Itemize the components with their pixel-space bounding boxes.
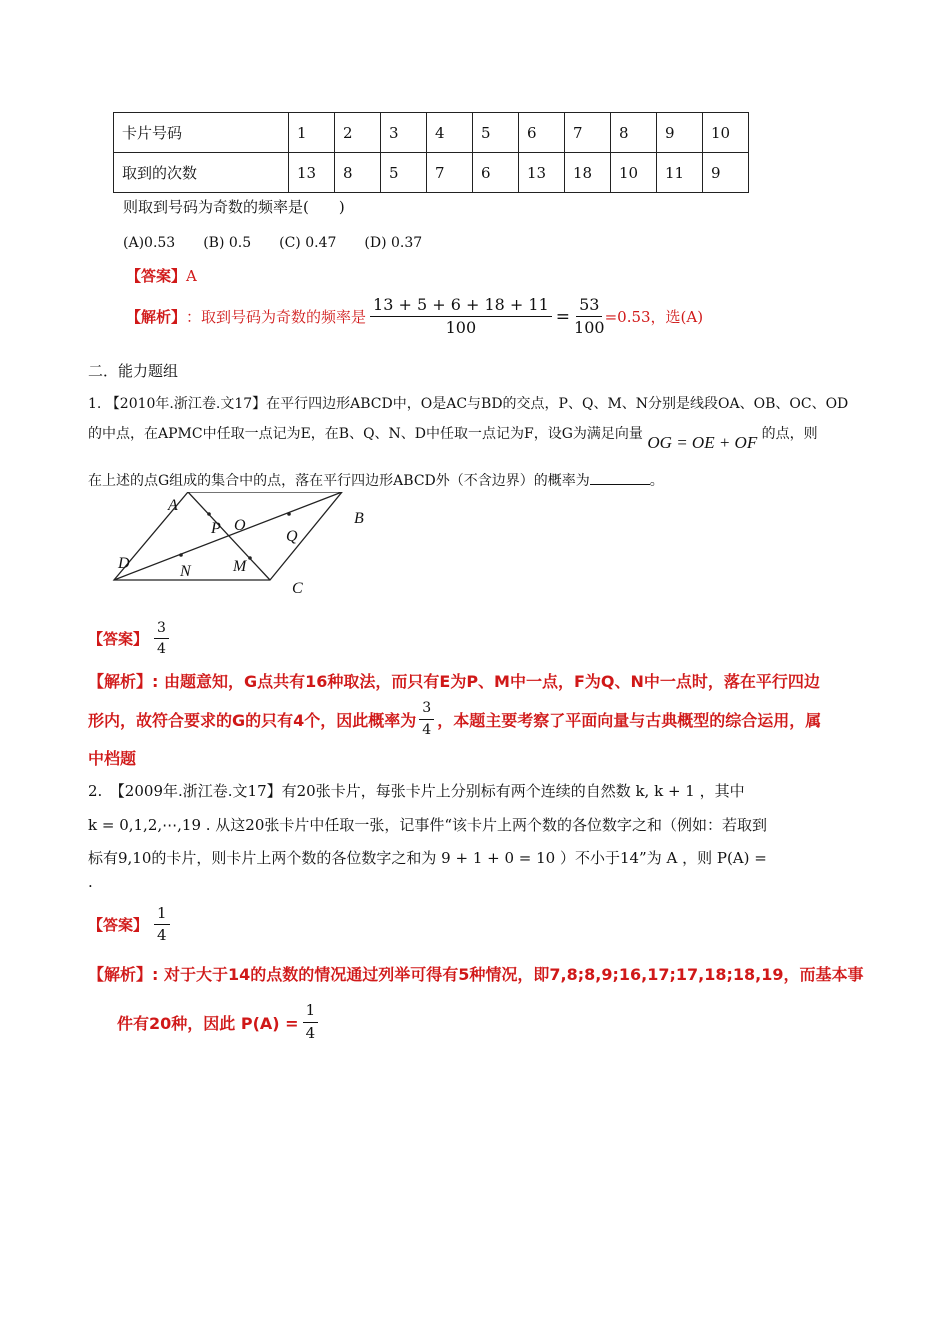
table-cell: 11 xyxy=(657,153,703,193)
table-cell: 7 xyxy=(427,153,473,193)
diagonal-bd xyxy=(114,492,342,580)
label-d: D xyxy=(118,555,130,572)
label-q: Q xyxy=(286,528,298,545)
table-cell: 18 xyxy=(565,153,611,193)
table-cell: 9 xyxy=(703,153,749,193)
question-text: 则取到号码为奇数的频率是( ) xyxy=(123,198,345,216)
table-cell: 9 xyxy=(657,113,703,153)
fraction-denominator: 100 xyxy=(574,318,605,338)
fraction-numerator: 1 xyxy=(154,905,170,925)
fraction-numerator: 1 xyxy=(303,1002,319,1022)
table-cell: 10 xyxy=(611,153,657,193)
fraction-denominator: 4 xyxy=(157,641,166,658)
table-cell: 10 xyxy=(703,113,749,153)
label-b: B xyxy=(354,510,364,527)
answer-block xyxy=(88,905,170,945)
fraction-denominator: 4 xyxy=(157,926,167,945)
card-frequency-table xyxy=(113,112,749,193)
table-cell: 6 xyxy=(473,153,519,193)
table-cell: 5 xyxy=(381,153,427,193)
answer-block xyxy=(126,265,197,286)
answer-label: 【答案】 xyxy=(88,630,149,649)
answer-value: A xyxy=(186,267,197,285)
analysis-text: 件有20种，因此 P(A) = xyxy=(117,1013,299,1033)
table-cell: 13 xyxy=(519,153,565,193)
label-n: N xyxy=(180,563,191,580)
answer-fraction xyxy=(154,905,170,945)
table-cell: 5 xyxy=(473,113,519,153)
table-cell: 4 xyxy=(427,113,473,153)
parallelogram-figure xyxy=(108,492,373,602)
probability-fraction xyxy=(419,700,434,737)
vector-equation: OG = OE + OF xyxy=(647,433,758,452)
table-cell: 8 xyxy=(335,153,381,193)
question-line xyxy=(88,423,818,452)
analysis-label: 【解析】 xyxy=(88,965,153,984)
fraction-numerator: 3 xyxy=(154,620,169,639)
answer-label: 【答案】 xyxy=(88,916,149,935)
answer-fraction xyxy=(154,620,169,657)
table-cell: 8 xyxy=(611,113,657,153)
question-line: k = 0,1,2,⋯,19 . 从这20张卡片中任取一张，记事件“该卡片上两个数的各位数字之和（例如：若取到 xyxy=(88,816,768,834)
fraction xyxy=(370,296,552,338)
table-cell: 6 xyxy=(519,113,565,153)
analysis-line: 中档题 xyxy=(88,749,137,768)
table-header-cell: 取到的次数 xyxy=(114,153,289,193)
question-text: 。 xyxy=(649,473,664,489)
table-row xyxy=(114,153,749,193)
table-row xyxy=(114,113,749,153)
label-p: P xyxy=(211,520,221,537)
analysis-text: : 对于大于14的点数的情况通过列举可得有5种情况，即7,8;8,9;16,17;17,18;18,19，而基本事 xyxy=(152,965,864,984)
analysis-tail: =0.53，选(A) xyxy=(604,308,704,327)
question-text: 的中点，在APMC中任取一点记为E，在B、Q、N、D中任取一点记为F，设G为满足向量 xyxy=(88,426,643,442)
fraction-numerator: 13 + 5 + 6 + 18 + 11 xyxy=(370,296,552,317)
analysis-label: 【解析】 xyxy=(88,672,153,691)
analysis-text: ，本题主要考察了平面向量与古典概型的综合运用，属 xyxy=(437,710,822,730)
table-cell: 13 xyxy=(289,153,335,193)
equals-sign: = xyxy=(555,306,571,327)
fraction xyxy=(574,296,605,338)
analysis-line xyxy=(117,998,318,1046)
table-header-cell: 卡片号码 xyxy=(114,113,289,153)
answer-blank xyxy=(590,470,650,485)
fraction-denominator: 4 xyxy=(422,721,432,738)
analysis-line xyxy=(88,696,821,742)
label-c: C xyxy=(292,580,303,597)
analysis-line xyxy=(88,669,820,692)
question-text: 在上述的点G组成的集合中的点，落在平行四边形ABCD外（不含边界）的概率为 xyxy=(88,473,590,489)
question-line xyxy=(88,470,664,490)
analysis-text: : 由题意知，G点共有16种取法，而只有E为P、M中一点，F为Q、N中一点时，落在平行四边 xyxy=(152,672,820,691)
answer-label: 【答案】 xyxy=(126,267,187,285)
question-line: 1. 【2010年.浙江卷.文17】在平行四边形ABCD中，O是AC与BD的交点，P、Q、M、N分别是线段OA、OB、OC、OD xyxy=(88,396,849,412)
analysis-block xyxy=(126,296,703,338)
point-m xyxy=(248,556,252,560)
question-line: 标有9,10的卡片，则卡片上两个数的各位数字之和为 9 + 1 + 0 = 10 ）不小于14”为 A ，则 P(A) = xyxy=(88,849,767,867)
point-q xyxy=(287,512,291,516)
answer-options: (A)0.53 (B) 0.5 (C) 0.47 (D) 0.37 xyxy=(123,235,423,251)
label-o: O xyxy=(234,517,246,534)
probability-fraction xyxy=(303,1002,319,1042)
question-text: 的点，则 xyxy=(761,426,818,442)
label-m: M xyxy=(233,558,247,575)
fraction-numerator: 53 xyxy=(576,296,602,317)
analysis-text: ：取到号码为奇数的频率是 xyxy=(186,308,367,327)
table-cell: 1 xyxy=(289,113,335,153)
analysis-line xyxy=(88,962,864,985)
table-cell: 3 xyxy=(381,113,427,153)
question-line: 2. 【2009年.浙江卷.文17】有20张卡片，每张卡片上分别标有两个连续的自然数 k, k + 1 ，其中 xyxy=(88,782,745,800)
fraction-numerator: 3 xyxy=(419,700,434,719)
section-title: 二．能力题组 xyxy=(88,362,179,380)
answer-block xyxy=(88,620,169,657)
fraction-denominator: 100 xyxy=(445,318,477,338)
table-cell: 7 xyxy=(565,113,611,153)
analysis-text: 形内，故符合要求的G的只有4个，因此概率为 xyxy=(88,710,417,730)
analysis-label: 【解析】 xyxy=(126,308,187,327)
point-n xyxy=(179,553,183,557)
question-line: . xyxy=(88,873,93,891)
point-p xyxy=(207,512,211,516)
label-a: A xyxy=(168,497,178,514)
table-cell: 2 xyxy=(335,113,381,153)
fraction-denominator: 4 xyxy=(305,1023,316,1042)
